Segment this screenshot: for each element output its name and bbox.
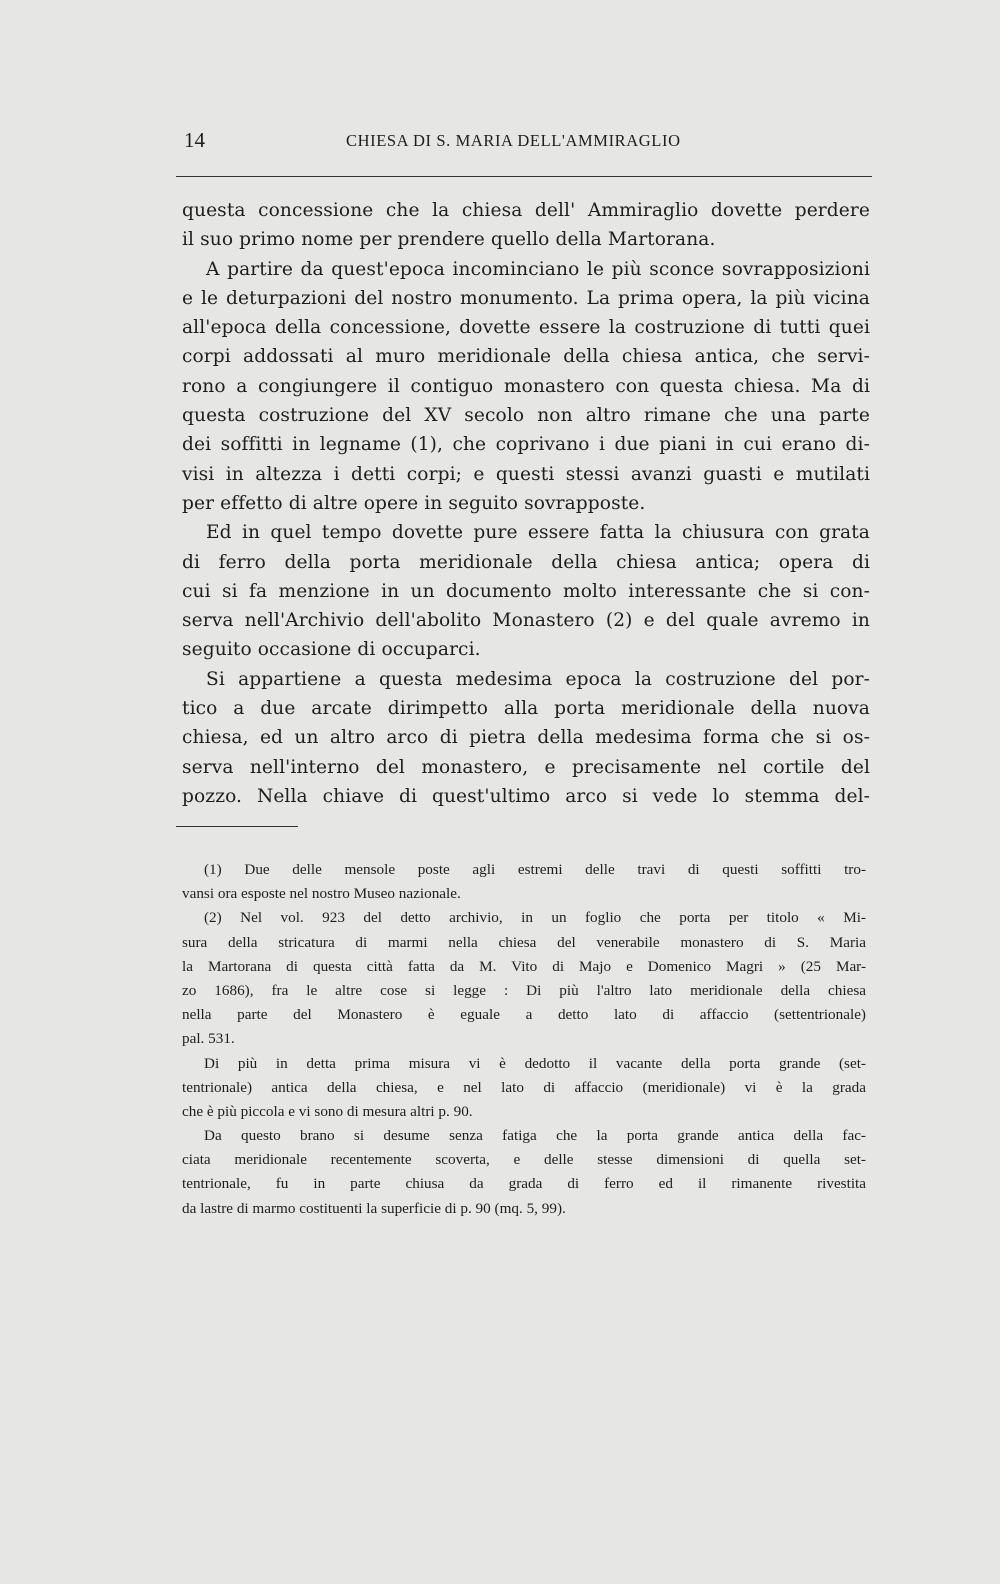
body-line: Si appartiene a questa medesima epoca la costruzione del por- [206,668,870,690]
footnote-line: zo 1686), fra le altre cose si legge : Di più l'altro lato meridionale della chiesa [182,981,866,999]
body-line: dei soffitti in legname (1), che coprivano i due piani in cui erano di- [182,434,870,456]
footnote-rule [176,826,298,827]
body-line: il suo primo nome per prendere quello della Martorana. [182,229,716,251]
footnotes [182,858,866,1221]
footnote-line: Di più in detta prima misura vi è dedotto il vacante della porta grande (set- [204,1054,866,1072]
body-line: all'epoca della concessione, dovette essere la costruzione di tutti quei [182,317,870,339]
body-line: cui si fa menzione in un documento molto interessante che si con- [182,580,870,602]
footnote-line: nella parte del Monastero è eguale a detto lato di affaccio (settentrionale) [182,1006,866,1024]
body-line: corpi addossati al muro meridionale della chiesa antica, che servi- [182,346,870,368]
body-line: questa costruzione del XV secolo non altro rimane che una parte [182,405,870,427]
footnote-line: vansi ora esposte nel nostro Museo nazionale. [182,885,461,903]
footnote-line: tentrionale) antica della chiesa, e nel lato di affaccio (meridionale) vi è la grada [182,1078,866,1096]
body-line: serva nell'Archivio dell'abolito Monastero (2) e del quale avremo in [182,610,870,632]
body-line: di ferro della porta meridionale della chiesa antica; opera di [182,551,870,573]
footnote-line: che è più piccola e vi sono di mesura altri p. 90. [182,1102,473,1120]
body-line: rono a congiungere il contiguo monastero con questa chiesa. Ma di [182,375,870,397]
footnote-line: da lastre di marmo costituenti la superficie di p. 90 (mq. 5, 99). [182,1199,566,1217]
footnote-line: (2) Nel vol. 923 del detto archivio, in un foglio che porta per titolo « Mi- [204,909,866,927]
header-rule [176,176,872,177]
footnote-line: pal. 531. [182,1030,235,1048]
footnote-line: ciata meridionale recentemente scoverta, e delle stesse dimensioni di quella set- [182,1151,866,1169]
footnote-line: tentrionale, fu in parte chiusa da grada di ferro ed il rimanente rivestita [182,1175,866,1193]
body-line: tico a due arcate dirimpetto alla porta meridionale della nuova [182,698,870,720]
body-line: A partire da quest'epoca incominciano le più sconce sovrapposizioni [206,258,870,280]
body-line: per effetto di altre opere in seguito sovrapposte. [182,492,646,514]
body-line: seguito occasione di occuparci. [182,639,481,661]
body-line: questa concessione che la chiesa dell' Ammiraglio dovette perdere [182,200,870,221]
body-line: e le deturpazioni del nostro monumento. La prima opera, la più vicina [182,287,870,309]
body-line: visi in altezza i detti corpi; e questi stessi avanzi guasti e mutilati [182,463,870,485]
footnote-line: la Martorana di questa città fatta da M. Vito di Majo e Domenico Magri » (25 Mar- [182,957,866,975]
body-line: Ed in quel tempo dovette pure essere fatta la chiusura con grata [206,522,870,544]
page-number: 14 [184,128,205,152]
body-line: chiesa, ed un altro arco di pietra della medesima forma che si os- [182,727,870,749]
page-header [184,128,872,158]
footnote-line: sura della stricatura di marmi nella chiesa del venerabile monastero di S. Maria [182,933,866,951]
body-line: serva nell'interno del monastero, e precisamente nel cortile del [182,756,870,778]
running-title: CHIESA DI S. MARIA DELL'AMMIRAGLIO [346,131,681,150]
footnote-line: (1) Due delle mensole poste agli estremi delle travi di questi soffitti tro- [204,861,866,878]
body-line: pozzo. Nella chiave di quest'ultimo arco si vede lo stemma del- [182,785,870,807]
body-text [182,196,870,811]
footnote-line: Da questo brano si desume senza fatiga che la porta grande antica della fac- [204,1127,866,1145]
